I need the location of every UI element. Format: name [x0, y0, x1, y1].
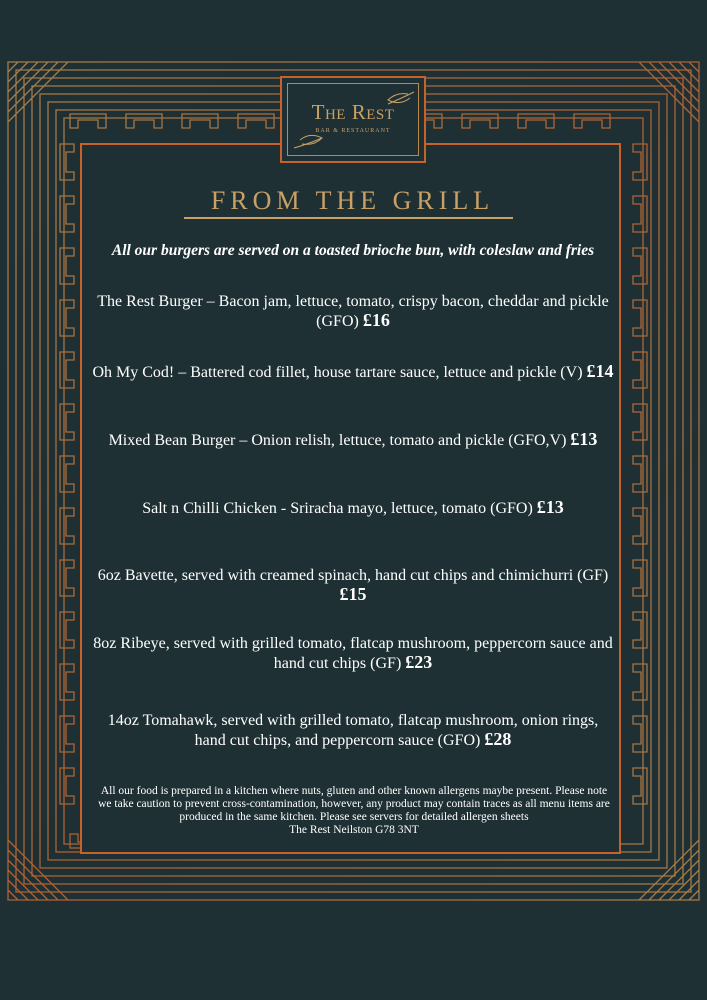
menu-item-price: £13	[570, 429, 598, 449]
menu-item-description: Salt n Chilli Chicken - Sriracha mayo, lettuce, tomato (GFO)	[142, 500, 533, 517]
allergen-footer	[96, 785, 612, 837]
address: The Rest Neilston G78 3NT	[289, 824, 419, 836]
logo-name: The Rest	[311, 100, 395, 124]
menu-item-price: £16	[362, 310, 390, 330]
menu-item-description: The Rest Burger – Bacon jam, lettuce, tomato, crispy bacon, cheddar and pickle (GFO)	[97, 293, 609, 330]
menu-item-description: 6oz Bavette, served with creamed spinach, hand cut chips and chimichurri (GF)	[97, 567, 609, 584]
menu-item	[92, 712, 614, 750]
menu-item-price: £15	[339, 584, 367, 604]
intro-note: All our burgers are served on a toasted brioche bun, with coleslaw and fries	[111, 242, 595, 259]
menu-item-price: £14	[586, 361, 614, 381]
section-title: FROM THE GRILL	[210, 186, 495, 215]
menu-item-description: Oh My Cod! – Battered cod fillet, house tartare sauce, lettuce and pickle (V)	[92, 364, 583, 381]
menu-item	[92, 498, 614, 518]
logo	[280, 76, 426, 163]
menu-item-price: £13	[536, 497, 564, 517]
menu-item	[92, 293, 614, 331]
menu-item-description: 8oz Ribeye, served with grilled tomato, flatcap mushroom, peppercorn sauce and hand cut chips (GF)	[93, 635, 613, 672]
menu-item	[92, 362, 614, 382]
menu-item-description: 14oz Tomahawk, served with grilled tomato, flatcap mushroom, onion rings, hand cut chips, and peppercorn sauce (GFO)	[107, 712, 599, 749]
title-underline	[184, 217, 513, 219]
menu-item-description: Mixed Bean Burger – Onion relish, lettuce, tomato and pickle (GFO,V)	[108, 432, 567, 449]
menu-item	[92, 567, 614, 605]
allergen-note: All our food is prepared in a kitchen where nuts, gluten and other known allergens maybe present. Please note we take caution to prevent cross-contamination, however, any product may contain traces as all menu items are produced in the same kitchen. Please see servers for detailed allergen sheets	[98, 785, 610, 823]
menu-item-price: £28	[484, 729, 512, 749]
menu-item	[92, 430, 614, 450]
logo-subtitle: BAR & RESTAURANT	[315, 128, 391, 134]
menu-item-price: £23	[405, 652, 433, 672]
menu-item	[92, 635, 614, 673]
